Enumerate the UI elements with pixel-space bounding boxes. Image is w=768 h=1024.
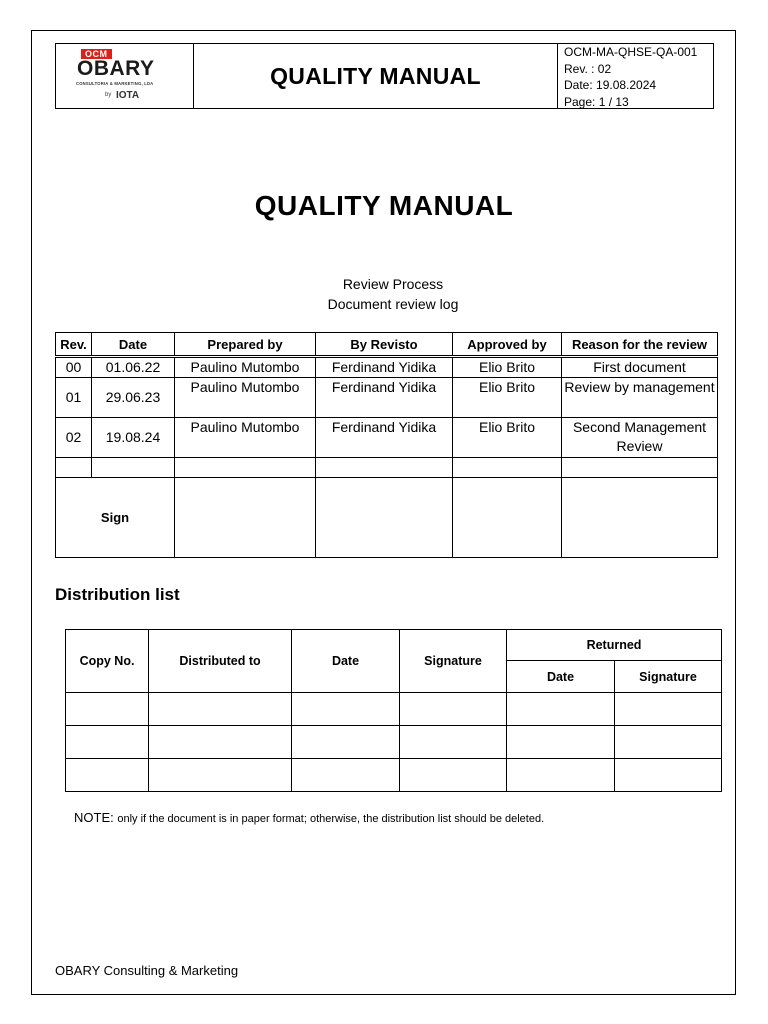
column-header: Copy No.	[66, 630, 149, 693]
table-cell: 01	[56, 378, 92, 418]
signature-cell[interactable]	[175, 478, 316, 558]
table-row	[56, 357, 718, 378]
header-meta	[558, 44, 713, 108]
logo-tagline: CONSULTORIA & MARKETING, LDA	[76, 81, 154, 86]
table-row-empty	[56, 458, 718, 478]
table-cell: 00	[56, 357, 92, 378]
column-header-returned: Returned	[507, 630, 722, 661]
table-cell: Paulino Mutombo	[175, 418, 316, 458]
header-title: QUALITY MANUAL	[194, 44, 558, 108]
sign-row	[56, 478, 718, 558]
table-cell: 29.06.23	[92, 378, 175, 418]
subtitle-review-log: Document review log	[327, 296, 459, 312]
page-number: Page: 1 / 13	[564, 94, 629, 109]
table-cell: First document	[562, 357, 718, 378]
signature-cell[interactable]	[316, 478, 453, 558]
table-cell: Ferdinand Yidika	[316, 418, 453, 458]
table-cell: 01.06.22	[92, 357, 175, 378]
table-row-empty	[66, 693, 722, 726]
table-header-row	[56, 333, 718, 357]
signature-cell[interactable]	[453, 478, 562, 558]
note	[74, 810, 544, 825]
table-cell: Paulino Mutombo	[175, 378, 316, 418]
table-cell: 19.08.24	[92, 418, 175, 458]
sign-label: Sign	[56, 478, 175, 558]
company-logo	[56, 44, 194, 108]
column-header: Reason for the review	[562, 333, 718, 357]
table-row-empty	[66, 726, 722, 759]
doc-code: OCM-MA-QHSE-QA-001	[564, 45, 698, 59]
table-cell: Ferdinand Yidika	[316, 378, 453, 418]
column-header: Signature	[400, 630, 507, 693]
logo-badge: OCM	[81, 49, 112, 59]
document-header	[55, 43, 714, 109]
subtitle-review-process: Review Process	[342, 276, 444, 292]
distribution-heading: Distribution list	[55, 585, 180, 604]
table-cell: 02	[56, 418, 92, 458]
table-cell: Elio Brito	[453, 357, 562, 378]
table-cell: Second Management Review	[562, 418, 718, 458]
logo-partner: IOTA	[116, 90, 140, 101]
column-header: Rev.	[56, 333, 92, 357]
note-label: NOTE:	[74, 810, 114, 825]
column-header: Approved by	[453, 333, 562, 357]
column-header: Signature	[615, 661, 722, 693]
column-header: Date	[92, 333, 175, 357]
column-header: Prepared by	[175, 333, 316, 357]
note-text: only if the document is in paper format; otherwise, the distribution list should be deleted.	[117, 813, 545, 825]
revision: Rev. : 02	[564, 61, 612, 76]
table-row	[56, 418, 718, 458]
table-cell: Elio Brito	[453, 418, 562, 458]
logo-by: by	[105, 92, 112, 98]
logo-name: OBARY	[77, 57, 155, 80]
table-cell: Paulino Mutombo	[175, 357, 316, 378]
column-header: By Revisto	[316, 333, 453, 357]
review-log-table	[55, 332, 718, 558]
table-cell: Elio Brito	[453, 378, 562, 418]
column-header: Distributed to	[149, 630, 292, 693]
distribution-table	[65, 629, 722, 792]
header-date: Date: 19.08.2024	[564, 78, 657, 92]
table-row	[56, 378, 718, 418]
column-header: Date	[507, 661, 615, 693]
column-header: Date	[292, 630, 400, 693]
table-cell: Review by management	[562, 378, 718, 418]
page-title: QUALITY MANUAL	[254, 190, 514, 221]
table-cell: Ferdinand Yidika	[316, 357, 453, 378]
table-row-empty	[66, 759, 722, 792]
signature-cell[interactable]	[562, 478, 718, 558]
page-footer: OBARY Consulting & Marketing	[55, 963, 239, 978]
table-header-row	[66, 630, 722, 661]
